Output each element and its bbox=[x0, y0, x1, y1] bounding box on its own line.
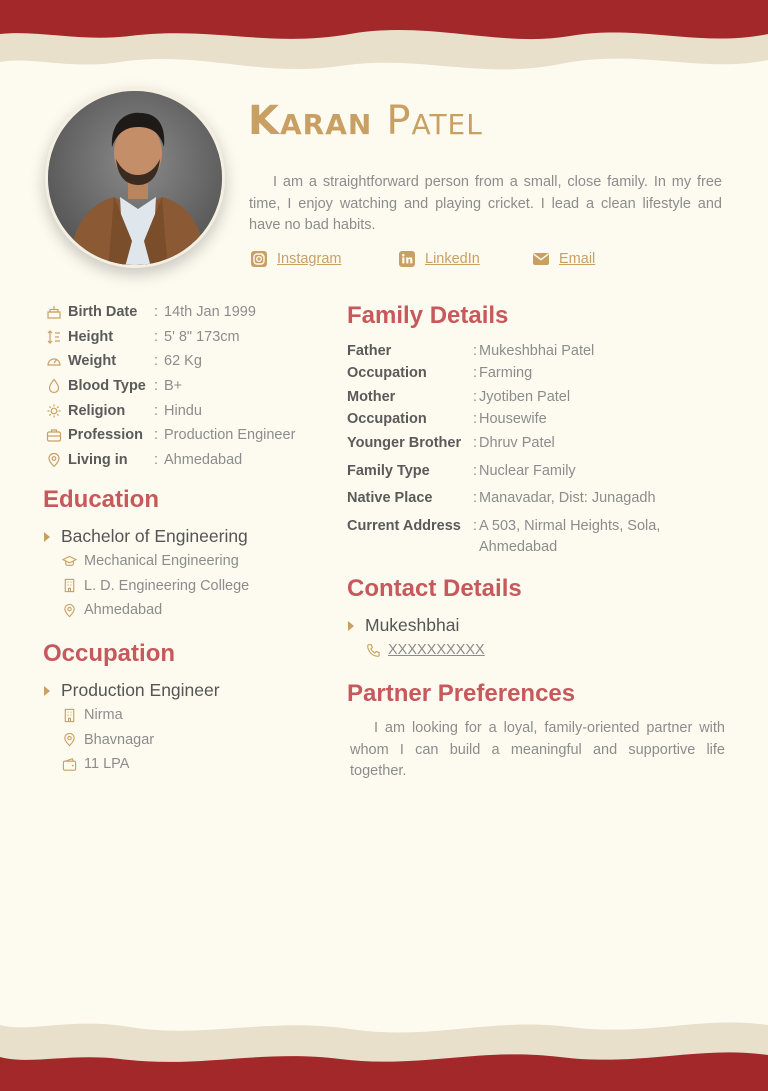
education-branch: Mechanical Engineering bbox=[62, 549, 249, 574]
contact-details-heading: Contact Details bbox=[347, 575, 522, 602]
info-label: Blood Type bbox=[68, 378, 146, 395]
bullet-triangle-icon bbox=[348, 621, 354, 631]
info-row-birth-date: Birth Date : 14th Jan 1999 bbox=[46, 300, 295, 325]
partner-preferences-heading: Partner Preferences bbox=[347, 680, 576, 707]
info-row-weight: Weight : 62 Kg bbox=[46, 349, 295, 374]
info-row-living-in: Living in : Ahmedabad bbox=[46, 448, 295, 473]
family-row: Family Type : Nuclear Family bbox=[347, 462, 576, 479]
info-value: Ahmedabad bbox=[164, 451, 243, 468]
occupation-heading: Occupation bbox=[43, 640, 176, 667]
height-icon bbox=[46, 329, 62, 345]
email-link[interactable]: Email bbox=[559, 251, 596, 267]
briefcase-icon bbox=[46, 427, 62, 443]
person-portrait-icon bbox=[48, 91, 225, 268]
building-icon bbox=[62, 578, 77, 593]
info-row-blood-type: Blood Type : B+ bbox=[46, 374, 295, 399]
bottom-wave-decoration bbox=[0, 1011, 768, 1091]
linkedin-icon bbox=[398, 250, 416, 268]
job-title: Production Engineer bbox=[61, 680, 220, 700]
instagram-icon bbox=[250, 250, 268, 268]
occupation-company: Nirma bbox=[62, 703, 220, 728]
education-heading: Education bbox=[43, 486, 160, 513]
info-value: Hindu bbox=[164, 402, 202, 419]
linkedin-link-group[interactable] bbox=[398, 250, 480, 268]
info-row-height: Height : 5' 8" 173cm bbox=[46, 325, 295, 350]
family-row: Occupation : Farming bbox=[347, 364, 533, 381]
personal-info-list bbox=[46, 300, 295, 472]
location-icon bbox=[46, 452, 62, 468]
wallet-icon bbox=[62, 757, 77, 772]
family-row: Current Address : A 503, Nirmal Heights, Sola, Ahmedabad bbox=[347, 517, 661, 555]
instagram-link-group[interactable] bbox=[250, 250, 341, 268]
info-row-profession: Profession : Production Engineer bbox=[46, 423, 295, 448]
phone-link[interactable]: XXXXXXXXXX bbox=[388, 642, 485, 659]
occupation-entry bbox=[44, 680, 220, 777]
bullet-triangle-icon bbox=[44, 686, 50, 696]
education-degree bbox=[44, 526, 249, 547]
family-row: Younger Brother : Dhruv Patel bbox=[347, 435, 555, 451]
occupation-city: Bhavnagar bbox=[62, 728, 220, 753]
info-value: B+ bbox=[164, 378, 183, 395]
location-icon bbox=[62, 732, 77, 747]
info-value: 62 Kg bbox=[164, 353, 202, 370]
family-details-heading: Family Details bbox=[347, 302, 509, 329]
first-name: Karan bbox=[248, 98, 373, 144]
cake-icon bbox=[46, 304, 62, 320]
info-label: Profession bbox=[68, 427, 143, 444]
weight-gauge-icon bbox=[46, 353, 62, 369]
occupation-title bbox=[44, 680, 220, 701]
occupation-salary: 11 LPA bbox=[62, 752, 220, 777]
info-value: 14th Jan 1999 bbox=[164, 304, 256, 321]
family-row: Occupation : Housewife bbox=[347, 410, 547, 427]
info-label: Height bbox=[68, 328, 114, 345]
education-entry bbox=[44, 526, 249, 623]
contact-entry bbox=[348, 615, 485, 663]
building-icon bbox=[62, 708, 77, 723]
last-name: Patel bbox=[386, 98, 483, 144]
email-envelope-icon bbox=[532, 250, 550, 268]
info-label: Birth Date bbox=[68, 304, 138, 321]
education-city: Ahmedabad bbox=[62, 598, 249, 623]
family-row: Father : Mukeshbhai Patel bbox=[347, 343, 595, 359]
partner-preferences-text: I am looking for a loyal, family-oriented partner with whom I can build a meaningful and supportive life together. bbox=[350, 720, 725, 779]
bullet-triangle-icon bbox=[44, 532, 50, 542]
linkedin-link[interactable]: LinkedIn bbox=[425, 251, 480, 267]
location-icon bbox=[62, 603, 77, 618]
info-value: 5' 8" 173cm bbox=[164, 328, 240, 345]
education-college: L. D. Engineering College bbox=[62, 574, 249, 599]
family-row: Mother : Jyotiben Patel bbox=[347, 389, 571, 405]
instagram-link[interactable]: Instagram bbox=[277, 251, 342, 267]
info-label: Weight bbox=[68, 353, 117, 370]
info-label: Living in bbox=[68, 451, 128, 468]
family-row: Native Place : Manavadar, Dist: Junagadh bbox=[347, 490, 656, 506]
top-wave-decoration bbox=[0, 0, 768, 80]
info-value: Production Engineer bbox=[164, 427, 296, 444]
blood-drop-icon bbox=[46, 378, 62, 394]
profile-name bbox=[248, 98, 483, 144]
profile-photo bbox=[45, 88, 225, 268]
contact-phone bbox=[366, 638, 485, 663]
info-label: Religion bbox=[68, 402, 126, 419]
graduation-cap-icon bbox=[62, 554, 77, 569]
bio-text: I am a straightforward person from a small, close family. In my free time, I enjoy watching and playing cricket. I lead a clean lifestyle and have no bad habits. bbox=[249, 174, 722, 233]
religion-sun-icon bbox=[46, 403, 62, 419]
phone-icon bbox=[366, 643, 381, 658]
degree-title: Bachelor of Engineering bbox=[61, 526, 248, 546]
info-row-religion: Religion : Hindu bbox=[46, 398, 295, 423]
family-details-list bbox=[347, 341, 699, 559]
contact-name: Mukeshbhai bbox=[348, 615, 485, 636]
email-link-group[interactable] bbox=[532, 250, 595, 268]
